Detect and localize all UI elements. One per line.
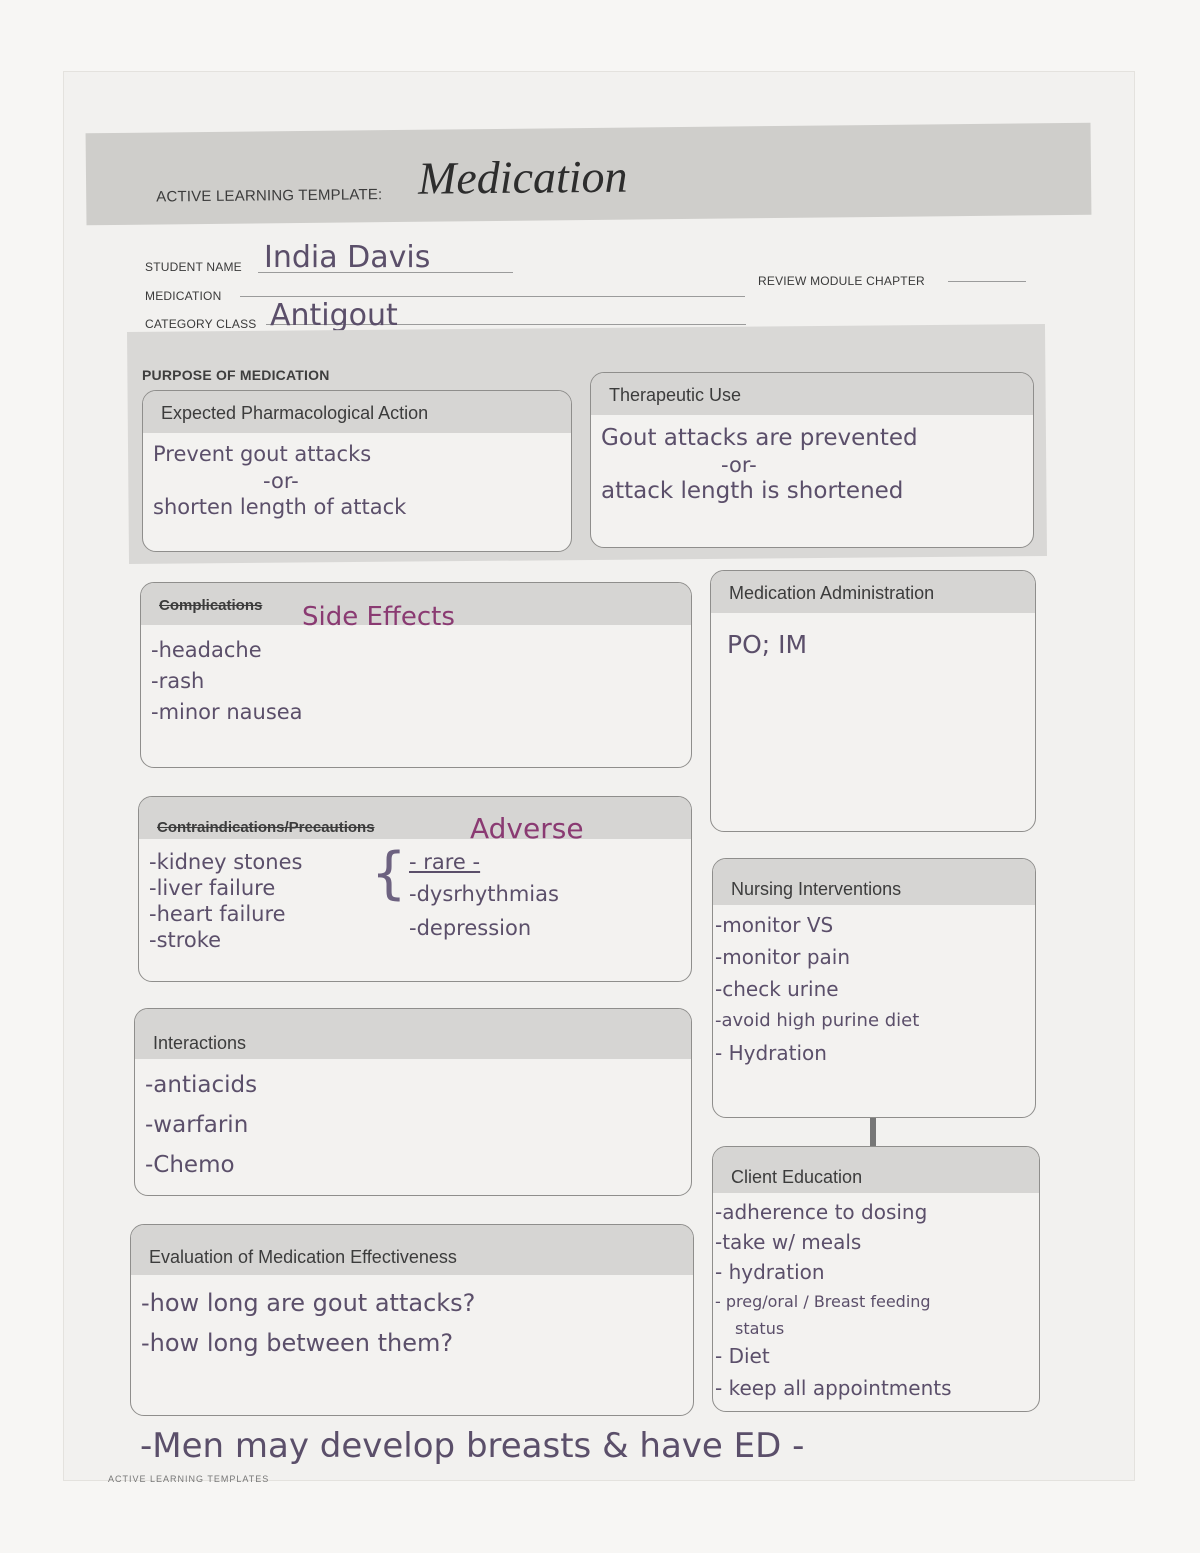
administration-lines: [727, 629, 807, 660]
footer-note: -Men may develop breasts & have ED -: [140, 1426, 805, 1466]
complications-line: -minor nausea: [151, 700, 303, 724]
nursing-line: -check urine: [715, 977, 839, 1001]
contraindications-left-lines: [149, 849, 302, 953]
evaluation-header: [131, 1225, 693, 1275]
review-module-label: REVIEW MODULE CHAPTER: [758, 274, 925, 288]
education-line: - keep all appointments: [715, 1376, 952, 1400]
complications-line: -rash: [151, 669, 205, 693]
interactions-box: [134, 1008, 692, 1196]
therapeutic-use-title: Therapeutic Use: [609, 385, 742, 405]
adverse-line: -depression: [409, 916, 532, 940]
expected-action-line: -or-: [263, 469, 299, 493]
education-line: status: [735, 1319, 785, 1338]
complications-line: -headache: [151, 638, 262, 662]
contraindications-right-lines: [409, 847, 559, 945]
education-line: - hydration: [715, 1260, 825, 1284]
medication-label: MEDICATION: [145, 289, 222, 303]
education-line: - Diet: [715, 1344, 770, 1368]
interaction-line: -Chemo: [145, 1152, 235, 1178]
brace-icon: {: [371, 841, 407, 906]
page-footer: ACTIVE LEARNING TEMPLATES: [108, 1474, 270, 1484]
interaction-line: -warfarin: [145, 1112, 249, 1138]
education-lines: [715, 1197, 952, 1405]
complications-lines: [151, 635, 303, 728]
education-line: - preg/oral / Breast feeding: [715, 1292, 931, 1311]
template-title: Medication: [417, 150, 628, 204]
evaluation-title: Evaluation of Medication Effectiveness: [149, 1247, 457, 1267]
side-effects-title: Side Effects: [302, 602, 455, 632]
review-module-line: [948, 281, 1026, 282]
medication-line: [240, 296, 745, 297]
interactions-header: [135, 1009, 691, 1059]
contraindication-line: -heart failure: [149, 902, 286, 926]
nursing-box: [712, 858, 1036, 1118]
expected-action-header: [143, 391, 571, 433]
interactions-title: Interactions: [153, 1033, 247, 1053]
therapeutic-use-line: -or-: [721, 453, 757, 477]
expected-action-box: [142, 390, 572, 552]
nursing-title: Nursing Interventions: [731, 879, 902, 899]
contraindications-printed-title: Contraindications/Precautions: [157, 819, 375, 836]
connector-line: [870, 1118, 876, 1148]
education-box: [712, 1146, 1040, 1412]
evaluation-box: [130, 1224, 694, 1416]
complications-printed-title: Complications: [159, 597, 263, 614]
education-title: Client Education: [731, 1167, 863, 1187]
adverse-title: Adverse: [470, 812, 584, 845]
therapeutic-use-lines: [601, 423, 918, 507]
evaluation-line: -how long between them?: [141, 1329, 454, 1357]
nursing-header: [713, 859, 1035, 905]
template-banner: [86, 123, 1092, 226]
therapeutic-use-box: [590, 372, 1034, 548]
rare-label: - rare -: [409, 850, 481, 874]
expected-action-line: shorten length of attack: [153, 495, 407, 519]
administration-title: Medication Administration: [729, 583, 935, 603]
education-line: -take w/ meals: [715, 1230, 862, 1254]
adverse-line: -dysrhythmias: [409, 882, 559, 906]
nursing-line: -monitor VS: [715, 913, 834, 937]
contraindication-line: -liver failure: [149, 876, 276, 900]
contraindication-line: -kidney stones: [149, 850, 303, 874]
category-class-value[interactable]: Antigout: [270, 298, 398, 333]
student-name-label: STUDENT NAME: [145, 260, 242, 274]
administration-line: PO; IM: [727, 630, 808, 659]
purpose-label: PURPOSE OF MEDICATION: [142, 367, 330, 383]
expected-action-lines: [153, 439, 406, 523]
contraindications-box: [138, 796, 692, 982]
therapeutic-use-line: Gout attacks are prevented: [601, 425, 918, 451]
education-header: [713, 1147, 1039, 1193]
expected-action-line: Prevent gout attacks: [153, 442, 372, 466]
interaction-line: -antiacids: [145, 1072, 258, 1098]
therapeutic-use-line: attack length is shortened: [601, 478, 904, 504]
template-label: ACTIVE LEARNING TEMPLATE:: [156, 186, 383, 206]
administration-box: [710, 570, 1036, 832]
category-class-label: CATEGORY CLASS: [145, 317, 257, 331]
nursing-line: - Hydration: [715, 1041, 827, 1065]
nursing-line: -avoid high purine diet: [715, 1010, 920, 1031]
administration-header: [711, 571, 1035, 613]
evaluation-line: -how long are gout attacks?: [141, 1289, 476, 1317]
nursing-line: -monitor pain: [715, 945, 851, 969]
therapeutic-use-header: [591, 373, 1033, 415]
nursing-lines: [715, 909, 919, 1069]
contraindication-line: -stroke: [149, 928, 222, 952]
student-name-value[interactable]: India Davis: [264, 240, 431, 275]
contraindications-header: [139, 797, 691, 839]
education-line: -adherence to dosing: [715, 1200, 928, 1224]
expected-action-title: Expected Pharmacological Action: [161, 403, 429, 423]
interactions-lines: [145, 1065, 257, 1185]
evaluation-lines: [141, 1283, 475, 1363]
